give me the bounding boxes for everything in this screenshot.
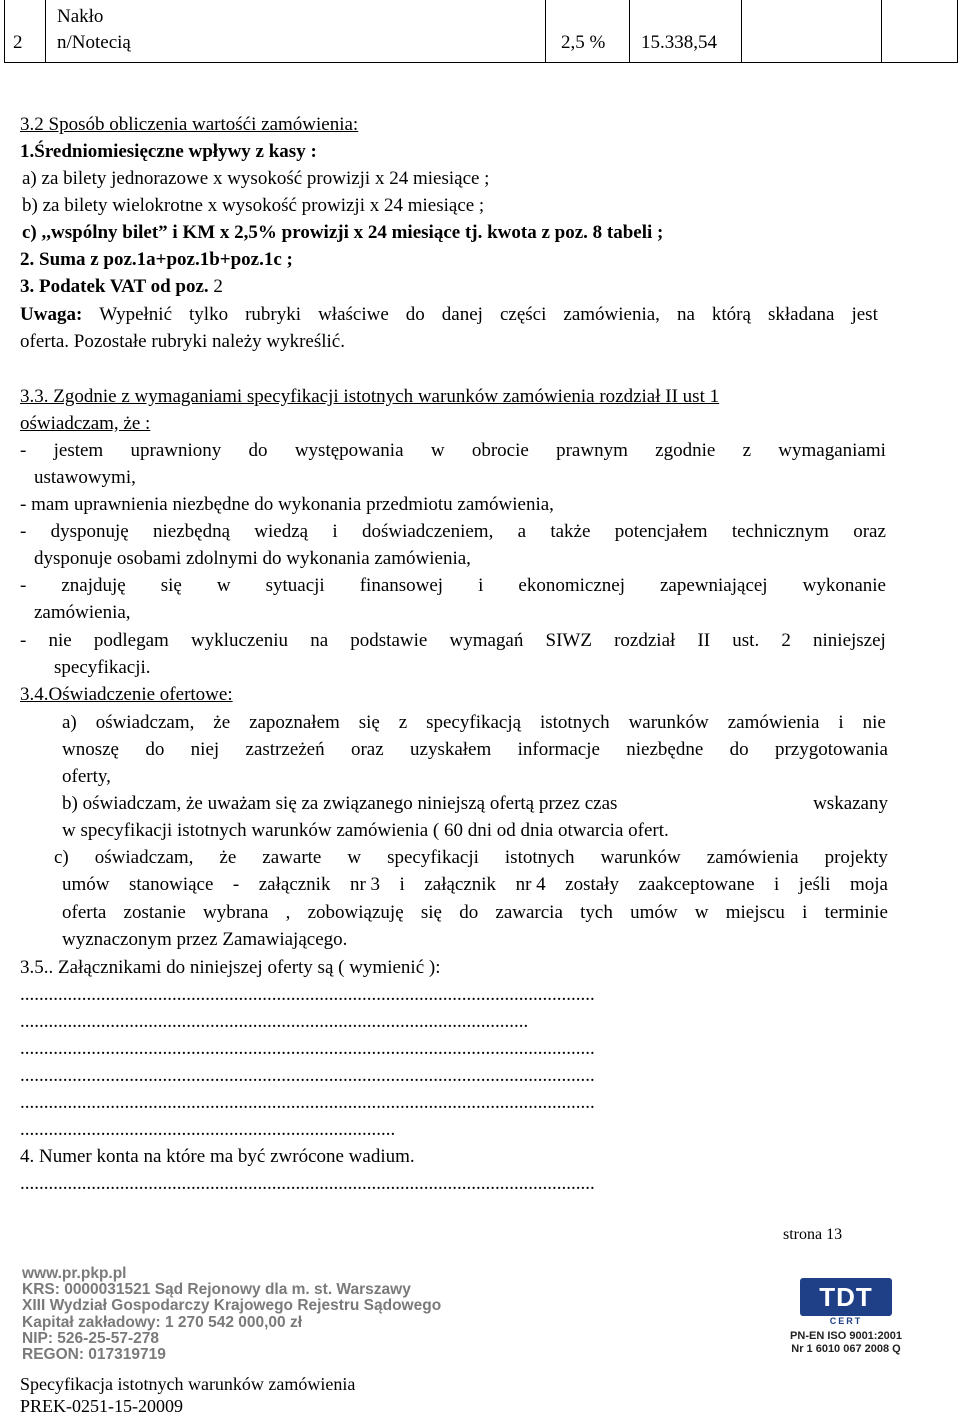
word: i bbox=[399, 874, 405, 895]
section-3-2-a: a) za bilety jednorazowe x wysokość prowizji x 24 miesiące ; bbox=[22, 168, 490, 189]
word: w bbox=[347, 847, 362, 868]
word: - bbox=[20, 575, 27, 596]
word: występowania bbox=[294, 440, 404, 461]
declaration-5 bbox=[20, 630, 886, 652]
word: się bbox=[420, 902, 442, 923]
word: nie bbox=[48, 630, 72, 651]
word: podstawie bbox=[350, 630, 428, 651]
declaration-1 bbox=[20, 440, 886, 462]
word: wnoszę bbox=[62, 739, 119, 760]
footer-line-krs: KRS: 0000031521 Sąd Rejonowy dla m. st. Warszawy bbox=[22, 1281, 411, 1299]
word: zapoznałem bbox=[249, 712, 340, 733]
word: miejscu bbox=[725, 902, 785, 923]
footer-line-regon: REGON: 017319719 bbox=[22, 1346, 166, 1364]
cert-number: Nr 1 6010 067 2008 Q bbox=[791, 1343, 901, 1355]
word: i bbox=[774, 874, 780, 895]
word: niej bbox=[190, 739, 220, 760]
note-label: Uwaga: bbox=[20, 304, 83, 325]
word: - bbox=[20, 521, 27, 542]
word: wymaganiami bbox=[778, 440, 886, 461]
word: że bbox=[219, 847, 237, 868]
word: zostały bbox=[565, 874, 619, 895]
cell-name bbox=[45, 0, 546, 62]
word: - bbox=[20, 440, 27, 461]
declaration-3 bbox=[20, 521, 886, 543]
word: oferta bbox=[62, 902, 107, 923]
declaration-1-line2: ustawowymi, bbox=[34, 467, 136, 488]
row-name-line2: n/Notecią bbox=[57, 32, 131, 53]
word: a) bbox=[62, 712, 77, 733]
word: prawnym bbox=[556, 440, 628, 461]
word: wykonanie bbox=[802, 575, 886, 596]
word: rozdział bbox=[614, 630, 676, 651]
row-percent: 2,5 % bbox=[561, 32, 606, 53]
word: nr 3 bbox=[349, 874, 381, 895]
word: umów bbox=[62, 874, 110, 895]
word: potencjałem bbox=[614, 521, 708, 542]
section-3-3-intro: 3.3. Zgodnie z wymaganiami specyfikacji istotnych warunków zamówienia rozdział II ust 1 bbox=[20, 386, 720, 407]
word: istotnych bbox=[539, 712, 610, 733]
certification-badge bbox=[790, 1278, 902, 1356]
declaration-2: - mam uprawnienia niezbędne do wykonania przedmiotu zamówienia, bbox=[20, 494, 554, 515]
offer-a-line1 bbox=[62, 712, 886, 734]
note-word: jest bbox=[851, 304, 878, 325]
word: niezbędną bbox=[153, 521, 231, 542]
section-3-2-item1: 1.Średniomiesięczne wpływy z kasy : bbox=[20, 141, 317, 162]
footer-doc-code: PREK-0251-15-20009 bbox=[20, 1396, 183, 1416]
word: do bbox=[459, 902, 479, 923]
word: do bbox=[248, 440, 268, 461]
word: znajduję bbox=[61, 575, 126, 596]
word: się bbox=[160, 575, 182, 596]
word: i bbox=[838, 712, 844, 733]
pricing-table-row bbox=[4, 0, 958, 63]
word: przygotowania bbox=[774, 739, 888, 760]
word: zamówienia bbox=[727, 712, 820, 733]
word: wymagań bbox=[449, 630, 524, 651]
cell-empty-1 bbox=[741, 0, 882, 62]
word: ust. bbox=[732, 630, 760, 651]
footer-doc-title: Specyfikacja istotnych warunków zamówienia bbox=[20, 1374, 356, 1394]
tdt-cert-sub: CERT bbox=[829, 1316, 863, 1326]
dotted-line-3: ......................................................................................................................... bbox=[20, 1038, 595, 1059]
word: z bbox=[742, 440, 752, 461]
note-word: właściwe bbox=[318, 304, 389, 325]
offer-a-line2 bbox=[62, 739, 888, 761]
word: się bbox=[358, 712, 380, 733]
word: zobowiązuję bbox=[307, 902, 404, 923]
word: oraz bbox=[350, 739, 384, 760]
note-word: rubryki bbox=[245, 304, 302, 325]
declaration-4-line2: zamówienia, bbox=[34, 602, 131, 623]
dotted-line-1: ......................................................................................................................... bbox=[20, 984, 595, 1005]
section-3-2-item3 bbox=[20, 276, 223, 298]
word: nr 4 bbox=[515, 874, 546, 895]
declaration-4 bbox=[20, 575, 886, 597]
word: jeśli bbox=[798, 874, 831, 895]
footer-line-capital: Kapitał zakładowy: 1 270 542 000,00 zł bbox=[22, 1313, 303, 1331]
word: terminie bbox=[824, 902, 888, 923]
footer-line-court: XIII Wydział Gospodarczy Krajowego Rejestru Sądowego bbox=[22, 1297, 442, 1315]
word: wiedzą bbox=[254, 521, 309, 542]
word: - bbox=[20, 630, 27, 651]
word: doświadczeniem, bbox=[361, 521, 494, 542]
word: specyfikacją bbox=[426, 712, 522, 733]
word: wybrana bbox=[203, 902, 269, 923]
item3-tail: 2 bbox=[208, 276, 223, 297]
offer-c-line1 bbox=[54, 847, 888, 869]
note-line1 bbox=[20, 304, 878, 326]
word: także bbox=[550, 521, 591, 542]
word: dysponuję bbox=[50, 521, 129, 542]
word: uprawniony bbox=[130, 440, 222, 461]
word: oświadczam, bbox=[94, 847, 194, 868]
offer-b-line1 bbox=[62, 793, 888, 815]
word: , bbox=[285, 902, 291, 923]
word: zostanie bbox=[123, 902, 186, 923]
word: wskazany bbox=[813, 793, 888, 814]
footer-company-info bbox=[22, 1266, 441, 1363]
cell-number bbox=[5, 0, 46, 62]
declaration-3-line2: dysponuje osobami zdolnymi do wykonania zamówienia, bbox=[34, 548, 471, 569]
word: informacje bbox=[517, 739, 600, 760]
section-4-heading: 4. Numer konta na które ma być zwrócone wadium. bbox=[20, 1146, 415, 1167]
note-line2: oferta. Pozostałe rubryki należy wykreślić. bbox=[20, 331, 345, 352]
word: sytuacji bbox=[265, 575, 325, 596]
word: podlegam bbox=[93, 630, 169, 651]
footer-line-nip: NIP: 526-25-57-278 bbox=[22, 1329, 159, 1347]
word: zaakceptowane bbox=[638, 874, 755, 895]
word: do bbox=[729, 739, 749, 760]
word: w bbox=[430, 440, 445, 461]
word: SIWZ bbox=[545, 630, 592, 651]
word: do bbox=[145, 739, 165, 760]
note-word: tylko bbox=[189, 304, 229, 325]
word: warunków bbox=[628, 712, 709, 733]
word: projekty bbox=[824, 847, 888, 868]
word: II bbox=[697, 630, 711, 651]
word: istotnych bbox=[504, 847, 575, 868]
note-word: zamówienia, bbox=[563, 304, 660, 325]
section-3-4-heading: 3.4.Oświadczenie ofertowe: bbox=[20, 684, 233, 705]
section-3-2-b: b) za bilety wielokrotne x wysokość prowizji x 24 miesiące ; bbox=[22, 195, 485, 216]
word: niezbędne bbox=[626, 739, 704, 760]
row-amount: 15.338,54 bbox=[641, 32, 717, 53]
note-word: części bbox=[499, 304, 547, 325]
word: b) oświadczam, że uważam się za związanego niniejszą ofertą przez czas bbox=[62, 793, 618, 814]
word: warunków bbox=[600, 847, 681, 868]
word: nie bbox=[862, 712, 886, 733]
section-3-3-line1 bbox=[20, 386, 719, 408]
dotted-line-2: ........................................................................................................... bbox=[20, 1011, 529, 1032]
word: - bbox=[232, 874, 240, 895]
word: wykluczeniu bbox=[190, 630, 289, 651]
note-word: Wypełnić bbox=[99, 304, 173, 325]
note-word: którą bbox=[711, 304, 751, 325]
note-word: danej bbox=[441, 304, 483, 325]
item3-text: 3. Podatek VAT od poz. bbox=[20, 276, 209, 297]
word: na bbox=[310, 630, 329, 651]
word: technicznym bbox=[731, 521, 829, 542]
word: c) bbox=[54, 847, 69, 868]
word: zapewniającej bbox=[660, 575, 768, 596]
word: załącznik bbox=[258, 874, 331, 895]
section-3-2-c: c) ,,wspólny bilet” i KM x 2,5% prowizji x 24 miesiące tj. kwota z poz. 8 tabeli ; bbox=[22, 222, 664, 243]
note-word: do bbox=[405, 304, 425, 325]
section-3-2-item2: 2. Suma z poz.1a+poz.1b+poz.1c ; bbox=[20, 249, 293, 270]
dotted-line-7: ......................................................................................................................... bbox=[20, 1173, 595, 1194]
section-3-3-line2: oświadczam, że : bbox=[20, 413, 151, 434]
cell-amount bbox=[629, 0, 742, 62]
note-word: składana bbox=[767, 304, 835, 325]
word: stanowiące bbox=[129, 874, 214, 895]
offer-a-line3: oferty, bbox=[62, 766, 111, 787]
declaration-5-line2: specyfikacji. bbox=[54, 657, 151, 678]
footer-line-website: www.pr.pkp.pl bbox=[22, 1265, 127, 1282]
note-word: na bbox=[676, 304, 695, 325]
page-number: strona 13 bbox=[783, 1226, 843, 1243]
row-name-line1: Nakło bbox=[57, 6, 104, 27]
offer-b-line2: w specyfikacji istotnych warunków zamówienia ( 60 dni od dnia otwarcia ofert. bbox=[62, 820, 669, 841]
word: obrocie bbox=[471, 440, 529, 461]
word: załącznik bbox=[424, 874, 497, 895]
word: oświadczam, bbox=[95, 712, 195, 733]
word: 2 bbox=[781, 630, 791, 651]
offer-c-line3 bbox=[62, 902, 888, 924]
word: i bbox=[478, 575, 484, 596]
tdt-cert-logo: TDT bbox=[800, 1278, 892, 1316]
word: zamówienia bbox=[706, 847, 799, 868]
word: a bbox=[517, 521, 527, 542]
offer-c-line2 bbox=[62, 874, 888, 896]
dotted-line-6: ............................................................................... bbox=[20, 1119, 396, 1140]
word: ekonomicznej bbox=[518, 575, 625, 596]
word: umów bbox=[630, 902, 678, 923]
word: finansowej bbox=[359, 575, 444, 596]
word: jestem bbox=[53, 440, 104, 461]
word: moja bbox=[849, 874, 888, 895]
word: zawarte bbox=[262, 847, 322, 868]
word: że bbox=[213, 712, 231, 733]
word: oraz bbox=[853, 521, 886, 542]
offer-c-line4: wyznaczonym przez Zamawiającego. bbox=[62, 929, 348, 950]
dotted-line-4: ......................................................................................................................... bbox=[20, 1065, 595, 1086]
cell-percent bbox=[545, 0, 630, 62]
dotted-line-5: ......................................................................................................................... bbox=[20, 1092, 595, 1113]
word: uzyskałem bbox=[410, 739, 492, 760]
word: zawarcia bbox=[495, 902, 563, 923]
word: specyfikacji bbox=[387, 847, 479, 868]
word: i bbox=[802, 902, 808, 923]
section-3-5-heading: 3.5.. Załącznikami do niniejszej oferty są ( wymienić ): bbox=[20, 957, 441, 978]
word: z bbox=[398, 712, 408, 733]
word: zgodnie bbox=[655, 440, 716, 461]
word: tych bbox=[580, 902, 613, 923]
word: w bbox=[694, 902, 709, 923]
word: niniejszej bbox=[813, 630, 886, 651]
row-number: 2 bbox=[13, 32, 23, 53]
word: i bbox=[332, 521, 338, 542]
word: w bbox=[216, 575, 231, 596]
section-3-2-heading: 3.2 Sposób obliczenia wartośći zamówienia: bbox=[20, 114, 359, 135]
word: zastrzeżeń bbox=[245, 739, 325, 760]
cert-standard: PN-EN ISO 9001:2001 bbox=[790, 1330, 902, 1342]
